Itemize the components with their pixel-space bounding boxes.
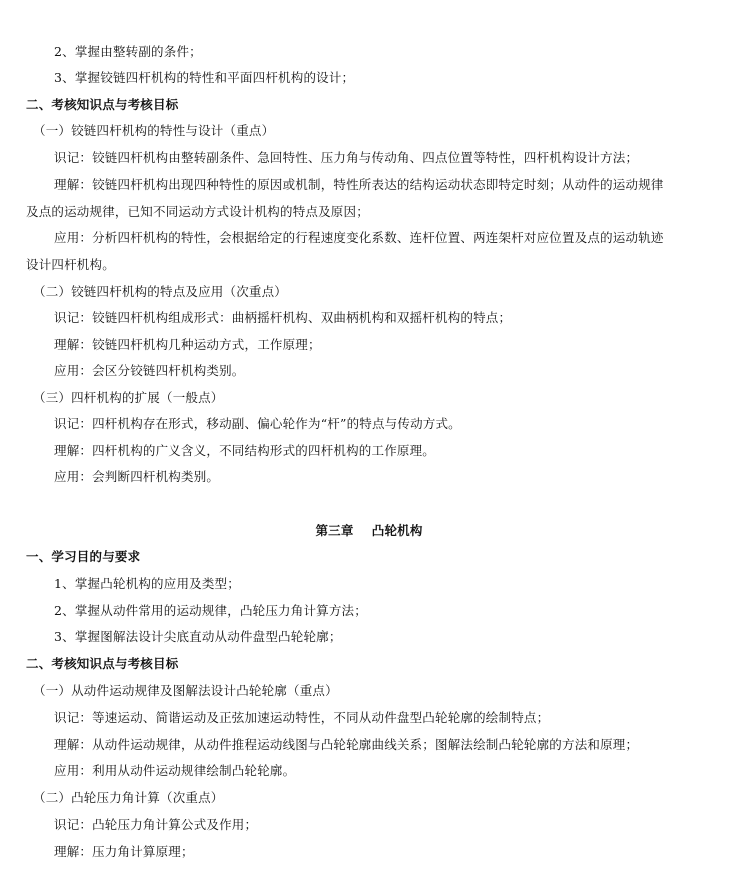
text-line: 识记：等速运动、简谐运动及正弦加速运动特性，不同从动件盘型凸轮轮廓的绘制特点； <box>54 710 550 725</box>
text-line: 应用：利用从动件运动规律绘制凸轮轮廓。 <box>54 763 296 778</box>
section-heading: 一、学习目的与要求 <box>26 549 141 564</box>
text-line: 理解：铰链四杆机构几种运动方式，工作原理； <box>54 337 321 352</box>
text-line: 理解：压力角计算原理； <box>54 844 194 859</box>
subsection-heading: （三）四杆机构的扩展（一般点） <box>33 390 224 405</box>
text-line: 应用：会判断四杆机构类别。 <box>54 469 220 484</box>
section-heading: 二、考核知识点与考核目标 <box>26 656 179 671</box>
text-line: 识记：凸轮压力角计算公式及作用； <box>54 817 258 832</box>
section-heading: 二、考核知识点与考核目标 <box>26 97 179 112</box>
subsection-heading: （一）铰链四杆机构的特性与设计（重点） <box>33 123 275 138</box>
text-line: 3、掌握铰链四杆机构的特性和平面四杆机构的设计； <box>54 70 355 85</box>
text-line: 2、掌握从动件常用的运动规律，凸轮压力角计算方法； <box>54 603 367 618</box>
text-line: 及点的运动规律，已知不同运动方式设计机构的特点及原因； <box>26 204 369 219</box>
text-line: 理解：从动件运动规律，从动件推程运动线图与凸轮轮廓曲线关系；图解法绘制凸轮轮廓的方法和原理； <box>54 737 639 752</box>
subsection-heading: （一）从动件运动规律及图解法设计凸轮轮廓（重点） <box>33 683 338 698</box>
text-line: 识记：铰链四杆机构由整转副条件、急回特性、压力角与传动角、四点位置等特性，四杆机构设计方法； <box>54 150 639 165</box>
subsection-heading: （二）凸轮压力角计算（次重点） <box>33 790 224 805</box>
text-line: 理解：四杆机构的广义含义，不同结构形式的四杆机构的工作原理。 <box>54 443 436 458</box>
text-line: 1、掌握凸轮机构的应用及类型； <box>54 576 240 591</box>
chapter-title: 第三章 凸轮机构 <box>315 523 423 538</box>
text-line: 识记：铰链四杆机构组成形式：曲柄摇杆机构、双曲柄机构和双摇杆机构的特点； <box>54 310 512 325</box>
text-line: 理解：铰链四杆机构出现四种特性的原因或机制，特性所表达的结构运动状态即特定时刻；从动件的运动规律 <box>54 177 664 192</box>
text-line: 应用：分析四杆机构的特性，会根据给定的行程速度变化系数、连杆位置、两连架杆对应位置及点的运动轨迹 <box>54 230 664 245</box>
text-line: 应用：会区分铰链四杆机构类别。 <box>54 363 245 378</box>
text-line: 设计四杆机构。 <box>26 257 115 272</box>
subsection-heading: （二）铰链四杆机构的特点及应用（次重点） <box>33 284 288 299</box>
text-line: 2、掌握由整转副的条件； <box>54 44 202 59</box>
text-line: 识记：四杆机构存在形式，移动副、偏心轮作为“杆”的特点与传动方式。 <box>54 416 461 431</box>
text-line: 3、掌握图解法设计尖底直动从动件盘型凸轮轮廓； <box>54 629 342 644</box>
